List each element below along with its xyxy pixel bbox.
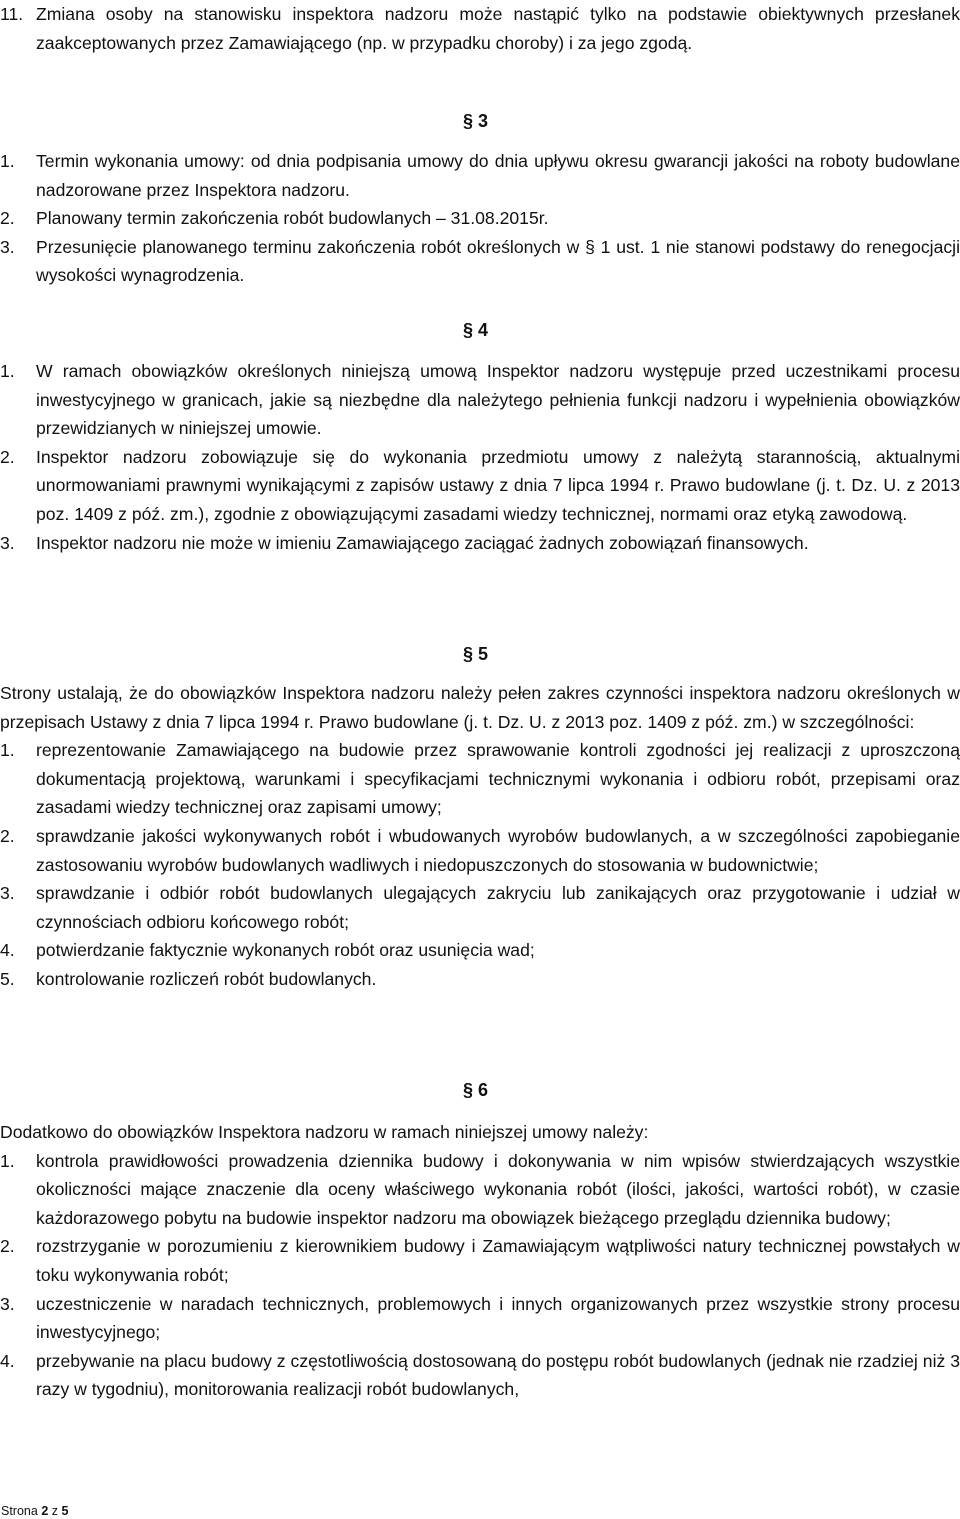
section-5-intro: Strony ustalają, że do obowiązków Inspektora nadzoru należy pełen zakres czynności inspektora nadzoru określonych w przepisach Ustawy z dnia 7 lipca 1994 r. Prawo budowlane (j. t. Dz. U. z 2013 poz. 1409 z póź. zm.) w szczególności: — [0, 683, 960, 732]
item-text: potwierdzanie faktycznie wykonanych robót oraz usunięcia wad; — [36, 940, 535, 961]
section-5 — [0, 679, 960, 994]
item-number: 3. — [0, 883, 15, 904]
section-4-heading: § 4 — [463, 320, 489, 340]
list-item — [0, 822, 960, 879]
item-number: 2. — [0, 1236, 15, 1257]
list-item — [0, 1290, 960, 1347]
section-5-heading: § 5 — [463, 644, 489, 664]
item-text: uczestniczenie w naradach technicznych, problemowych i innych organizowanych przez wszystkie strony procesu inwestycyjnego; — [36, 1293, 960, 1343]
section-2-tail — [0, 0, 960, 57]
item-number: 2. — [0, 208, 15, 229]
list-item — [0, 529, 960, 558]
list-item — [0, 936, 960, 965]
item-number: 1. — [0, 151, 15, 171]
list-item — [0, 147, 960, 204]
list-item — [0, 736, 960, 822]
list-item — [0, 443, 960, 529]
section-6-heading: § 6 — [463, 1080, 489, 1100]
list-item — [0, 357, 960, 443]
item-text: sprawdzanie i odbiór robót budowlanych ulegających zakryciu lub zanikających oraz przygotowanie i udział w czynnościach odbioru końcowego robót; — [36, 883, 960, 932]
section-6-intro: Dodatkowo do obowiązków Inspektora nadzoru w ramach niniejszej umowy należy: — [0, 1122, 649, 1142]
item-number: 2. — [0, 825, 15, 846]
item-text: kontrolowanie rozliczeń robót budowlanych. — [36, 968, 377, 989]
item-number: 2. — [0, 446, 15, 467]
list-item — [0, 1232, 960, 1289]
item-number: 3. — [0, 236, 15, 257]
list-item — [0, 879, 960, 936]
item-number: 1. — [0, 1150, 15, 1171]
item-text: Zmiana osoby na stanowisku inspektora nadzoru może nastąpić tylko na podstawie obiektywnych przesłanek zaakceptowanych przez Zamawiającego (np. w przypadku choroby) i za jego zgodą. — [36, 4, 960, 53]
footer-prefix: Strona — [1, 1504, 38, 1518]
item-text: Inspektor nadzoru nie może w imieniu Zamawiającego zaciągać żadnych zobowiązań finansowych. — [36, 532, 809, 553]
footer-separator: z — [51, 1504, 59, 1518]
item-number: 4. — [0, 1350, 15, 1371]
section-6 — [0, 1118, 960, 1404]
section-3-heading: § 3 — [463, 111, 489, 131]
item-text: rozstrzyganie w porozumieniu z kierownikiem budowy i Zamawiającym wątpliwości natury technicznej powstałych w toku wykonywania robót; — [36, 1236, 960, 1285]
list-item — [0, 204, 960, 233]
item-number: 11. — [0, 4, 24, 24]
item-text: Przesunięcie planowanego terminu zakończenia robót określonych w § 1 ust. 1 nie stanowi podstawy do renegocjacji wysokości wynagrodzenia. — [36, 236, 960, 286]
footer-page-number: 2 — [41, 1504, 49, 1518]
list-item — [0, 1347, 960, 1404]
item-text: Termin wykonania umowy: od dnia podpisania umowy do dnia upływu okresu gwarancji jakości na roboty budowlane nadzorowane przez Inspektora nadzoru. — [36, 151, 960, 200]
page-footer — [1, 1503, 68, 1519]
item-text: Inspektor nadzoru zobowiązuje się do wykonania przedmiotu umowy z należytą starannością, aktualnymi unormowaniami prawnymi wynikającymi z zapisów ustawy z dnia 7 lipca 1994 r. Prawo budowlane (j. t. Dz. U. z 2013 poz. 1409 z póź. zm.), zgodnie z obowiązującymi zasadami wiedzy technicznej, normami oraz etyką zawodową. — [36, 446, 960, 524]
item-text: przebywanie na placu budowy z częstotliwością dostosowaną do postępu robót budowlanych (jednak nie rzadziej niż 3 razy w tygodniu), monitorowania realizacji robót budowlanych, — [36, 1350, 960, 1400]
footer-page-total: 5 — [61, 1504, 69, 1518]
item-text: reprezentowanie Zamawiającego na budowie przez sprawowanie kontroli zgodności jej realizacji z uproszczoną dokumentacją projektową, warunkami i specyfikacjami technicznymi wykonania i odbioru robót, przepisami oraz zasadami wiedzy technicznej oraz zapisami umowy; — [36, 740, 960, 818]
item-number: 1. — [0, 740, 15, 761]
item-text: kontrola prawidłowości prowadzenia dziennika budowy i dokonywania w nim wpisów stwierdzających wszystkie okoliczności mające znaczenie dla oceny właściwego wykonania robót (ilości, jakości, wartości robót), w czasie każdorazowego pobytu na budowie inspektor nadzoru ma obowiązek bieżącego przeglądu dziennika budowy; — [36, 1150, 960, 1228]
item-text: Planowany termin zakończenia robót budowlanych – 31.08.2015r. — [36, 208, 549, 229]
item-number: 3. — [0, 532, 15, 553]
list-item — [0, 965, 960, 994]
list-item — [0, 1147, 960, 1233]
section-3 — [0, 147, 960, 290]
item-number: 4. — [0, 940, 15, 961]
section-4 — [0, 357, 960, 557]
list-item — [0, 0, 960, 57]
item-number: 3. — [0, 1293, 15, 1314]
item-text: sprawdzanie jakości wykonywanych robót i wbudowanych wyrobów budowlanych, a w szczególności zapobieganie zastosowaniu wyrobów budowlanych wadliwych i niedopuszczonych do stosowania w budownictwie; — [36, 825, 960, 875]
item-text: W ramach obowiązków określonych niniejszą umową Inspektor nadzoru występuje przed uczestnikami procesu inwestycyjnego w granicach, jakie są niezbędne dla należytego pełnienia funkcji nadzoru i wypełnienia obowiązków przewidzianych w niniejszej umowie. — [36, 361, 960, 439]
item-number: 5. — [0, 968, 15, 989]
list-item — [0, 233, 960, 290]
item-number: 1. — [0, 361, 15, 381]
